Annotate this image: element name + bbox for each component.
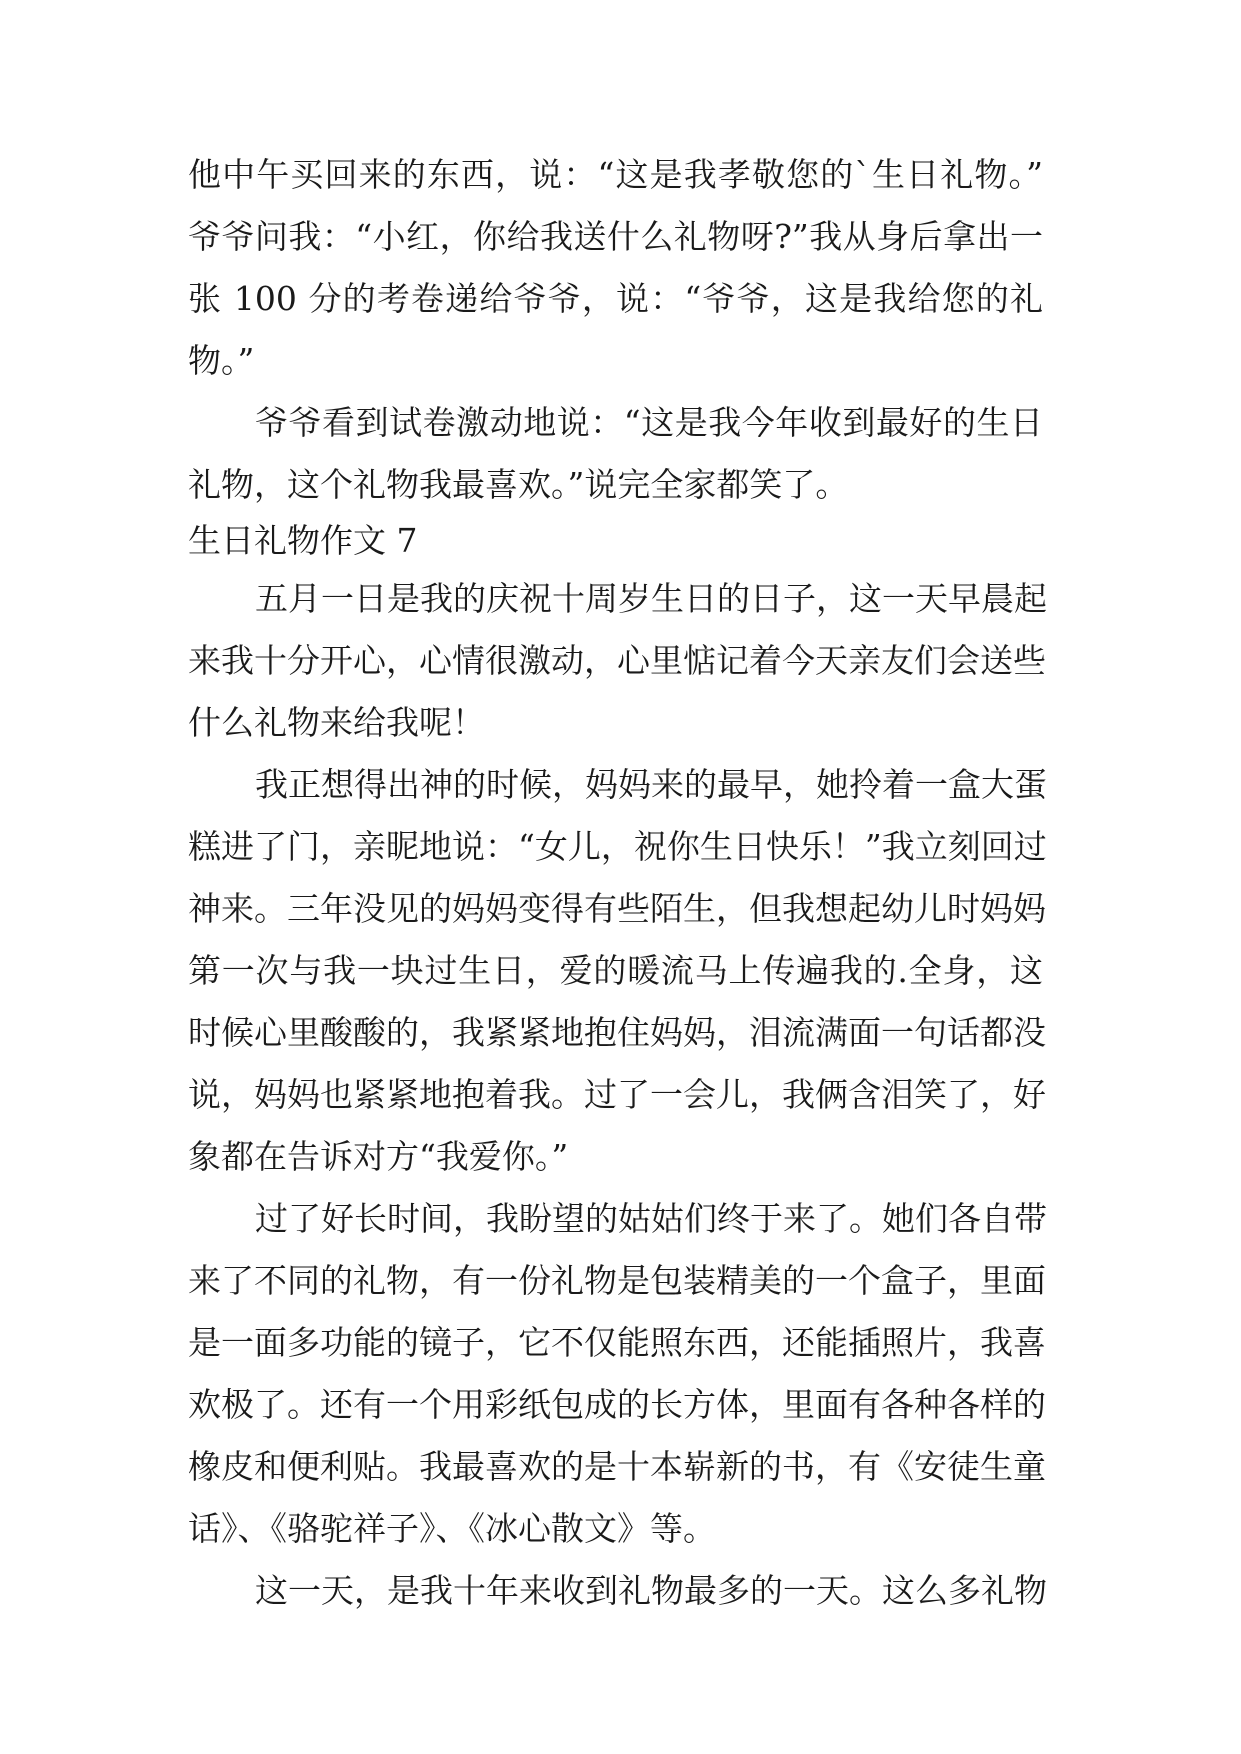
text-line: 爷爷看到试卷激动地说：“这是我今年收到最好的生日 (255, 403, 1043, 442)
text-line: 来了不同的礼物，有一份礼物是包装精美的一个盒子，里面 (188, 1261, 1046, 1300)
text-line: 什么礼物来给我呢！ (188, 703, 485, 742)
text-line: 话》、《骆驼祥子》、《冰心散文》等。 (188, 1509, 716, 1548)
text-line: 欢极了。还有一个用彩纸包成的长方体，里面有各种各样的 (188, 1385, 1046, 1424)
text-line: 是一面多功能的镜子，它不仅能照东西，还能插照片，我喜 (188, 1323, 1046, 1362)
text-line: 过了好长时间，我盼望的姑姑们终于来了。她们各自带 (255, 1199, 1047, 1238)
text-line: 他中午买回来的东西，说：“这是我孝敬您的`生日礼物。” (188, 155, 1043, 194)
text-line: 第一次与我一块过生日，爱的暖流马上传遍我的.全身，这 (188, 951, 1043, 990)
text-line: 五月一日是我的庆祝十周岁生日的日子，这一天早晨起 (255, 579, 1047, 618)
text-line: 物。” (188, 341, 255, 380)
text-line: 这一天，是我十年来收到礼物最多的一天。这么多礼物 (255, 1571, 1047, 1610)
text-line: 张 100 分的考卷递给爷爷，说：“爷爷，这是我给您的礼 (188, 279, 1043, 318)
text-line: 糕进了门，亲昵地说：“女儿，祝你生日快乐！”我立刻回过 (188, 827, 1047, 866)
text-line: 时候心里酸酸的，我紧紧地抱住妈妈，泪流满面一句话都没 (188, 1013, 1046, 1052)
text-line: 我正想得出神的时候，妈妈来的最早，她拎着一盒大蛋 (255, 765, 1047, 804)
text-line: 象都在告诉对方“我爱你。” (188, 1137, 569, 1176)
text-line: 礼物，这个礼物我最喜欢。”说完全家都笑了。 (188, 465, 849, 504)
text-line: 爷爷问我：“小红，你给我送什么礼物呀?”我从身后拿出一 (188, 217, 1043, 256)
section-heading: 生日礼物作文 7 (188, 521, 418, 560)
text-line: 来我十分开心，心情很激动，心里惦记着今天亲友们会送些 (188, 641, 1046, 680)
text-line: 神来。三年没见的妈妈变得有些陌生，但我想起幼儿时妈妈 (188, 889, 1046, 928)
text-line: 说，妈妈也紧紧地抱着我。过了一会儿，我俩含泪笑了，好 (188, 1075, 1046, 1114)
text-line: 橡皮和便利贴。我最喜欢的是十本崭新的书，有《安徒生童 (188, 1447, 1046, 1486)
